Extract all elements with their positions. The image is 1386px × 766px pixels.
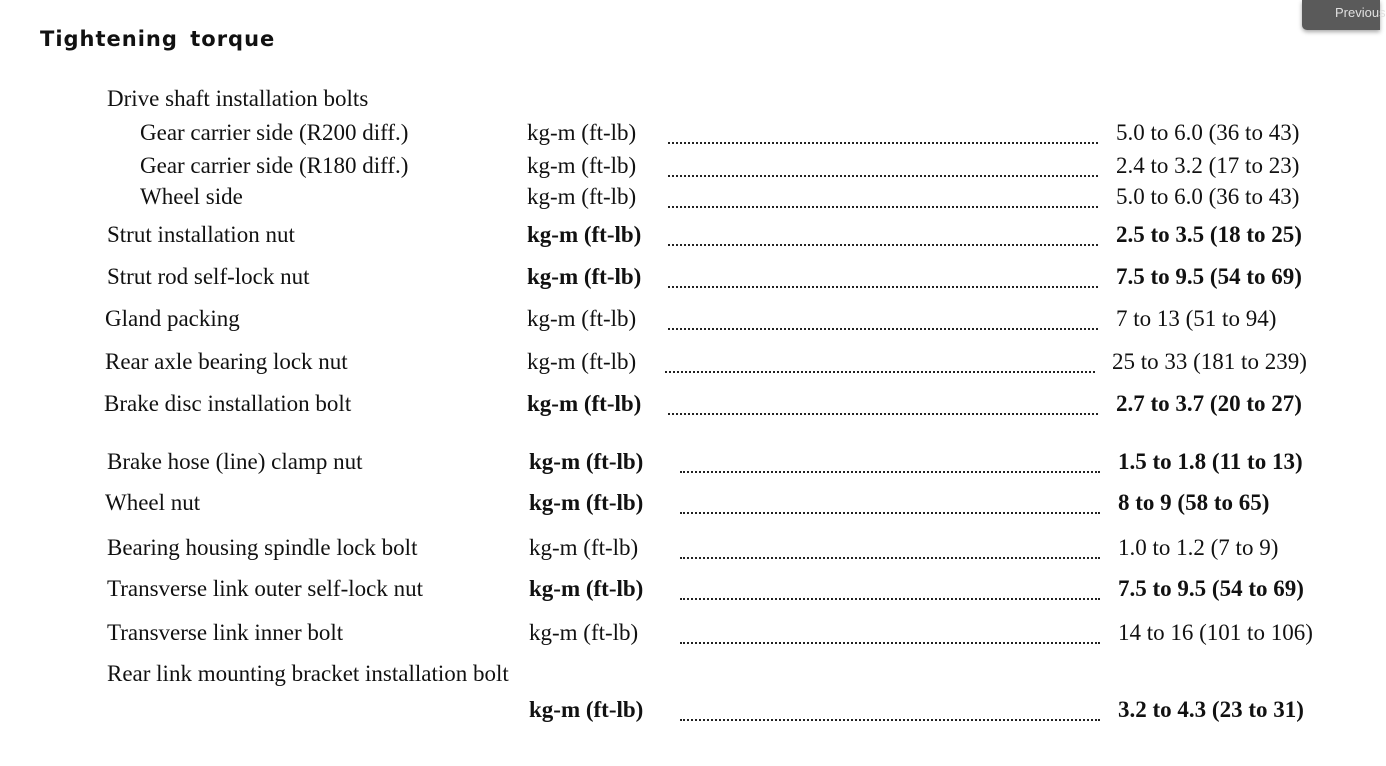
spec-torque-value: 2.4 to 3.2 (17 to 23) <box>1116 153 1300 178</box>
dotted-leader <box>668 328 1098 330</box>
spec-item-name: Strut rod self-lock nut <box>107 264 310 289</box>
spec-unit: kg-m (ft-lb) <box>527 222 642 247</box>
spec-item-name: Gear carrier side (R200 diff.) <box>140 120 409 145</box>
spec-torque-value: 1.5 to 1.8 (11 to 13) <box>1118 449 1303 474</box>
dotted-leader <box>680 719 1100 721</box>
spec-torque-value: 2.7 to 3.7 (20 to 27) <box>1116 391 1302 416</box>
spec-unit: kg-m (ft-lb) <box>529 490 644 515</box>
spec-torque-value: 1.0 to 1.2 (7 to 9) <box>1118 535 1279 560</box>
spec-torque-value: 7 to 13 (51 to 94) <box>1116 306 1277 331</box>
spec-row <box>0 184 1380 218</box>
spec-row <box>0 449 1380 483</box>
spec-item-name: Wheel side <box>140 184 243 209</box>
spec-row <box>0 86 1380 120</box>
spec-row <box>0 391 1380 425</box>
spec-row <box>0 490 1380 524</box>
spec-row <box>0 349 1380 383</box>
previous-page-button[interactable]: Previous <box>1302 0 1380 30</box>
spec-unit: kg-m (ft-lb) <box>529 697 644 722</box>
spec-row <box>0 153 1380 187</box>
dotted-leader <box>668 244 1098 246</box>
spec-torque-value: 14 to 16 (101 to 106) <box>1118 620 1313 645</box>
dotted-leader <box>680 512 1100 514</box>
spec-item-name: Bearing housing spindle lock bolt <box>107 535 418 560</box>
spec-item-name: Transverse link outer self-lock nut <box>107 576 423 601</box>
spec-unit: kg-m (ft-lb) <box>529 620 639 645</box>
dotted-leader <box>680 642 1100 644</box>
dotted-leader <box>668 286 1098 288</box>
spec-torque-value: 7.5 to 9.5 (54 to 69) <box>1118 576 1304 601</box>
spec-torque-value: 8 to 9 (58 to 65) <box>1118 490 1270 515</box>
dotted-leader <box>668 206 1098 208</box>
spec-unit: kg-m (ft-lb) <box>529 576 644 601</box>
spec-torque-value: 5.0 to 6.0 (36 to 43) <box>1116 184 1300 209</box>
spec-row <box>0 535 1380 569</box>
spec-item-name: Rear link mounting bracket installation bolt <box>107 661 509 686</box>
spec-row <box>0 264 1380 298</box>
dotted-leader <box>665 371 1095 373</box>
spec-unit: kg-m (ft-lb) <box>529 535 639 560</box>
section-heading: Tightening torque <box>40 27 276 51</box>
dotted-leader <box>668 175 1098 177</box>
spec-unit: kg-m (ft-lb) <box>527 120 637 145</box>
spec-unit: kg-m (ft-lb) <box>527 349 637 374</box>
spec-item-name: Rear axle bearing lock nut <box>105 349 348 374</box>
spec-row <box>0 576 1380 610</box>
spec-unit: kg-m (ft-lb) <box>527 184 637 209</box>
spec-item-name: Drive shaft installation bolts <box>107 86 369 111</box>
spec-unit: kg-m (ft-lb) <box>527 391 642 416</box>
spec-torque-value: 3.2 to 4.3 (23 to 31) <box>1118 697 1304 722</box>
spec-unit: kg-m (ft-lb) <box>527 306 637 331</box>
spec-item-name: Strut installation nut <box>107 222 295 247</box>
spec-unit: kg-m (ft-lb) <box>527 153 637 178</box>
spec-item-name: Gland packing <box>105 306 240 331</box>
dotted-leader <box>680 471 1100 473</box>
dotted-leader <box>668 413 1098 415</box>
spec-item-name: Brake hose (line) clamp nut <box>107 449 363 474</box>
dotted-leader <box>668 142 1098 144</box>
spec-unit: kg-m (ft-lb) <box>527 264 642 289</box>
spec-torque-value: 25 to 33 (181 to 239) <box>1112 349 1307 374</box>
dotted-leader <box>680 598 1100 600</box>
spec-item-name: Transverse link inner bolt <box>107 620 344 645</box>
spec-row <box>0 661 1380 695</box>
spec-row <box>0 120 1380 154</box>
spec-row <box>0 306 1380 340</box>
spec-item-name: Brake disc installation bolt <box>104 391 352 416</box>
spec-torque-value: 5.0 to 6.0 (36 to 43) <box>1116 120 1300 145</box>
spec-torque-value: 7.5 to 9.5 (54 to 69) <box>1116 264 1302 289</box>
dotted-leader <box>680 557 1100 559</box>
spec-row <box>0 222 1380 256</box>
spec-row <box>0 620 1380 654</box>
spec-unit: kg-m (ft-lb) <box>529 449 644 474</box>
spec-torque-value: 2.5 to 3.5 (18 to 25) <box>1116 222 1302 247</box>
spec-row <box>0 697 1380 731</box>
spec-item-name: Gear carrier side (R180 diff.) <box>140 153 409 178</box>
spec-item-name: Wheel nut <box>105 490 201 515</box>
